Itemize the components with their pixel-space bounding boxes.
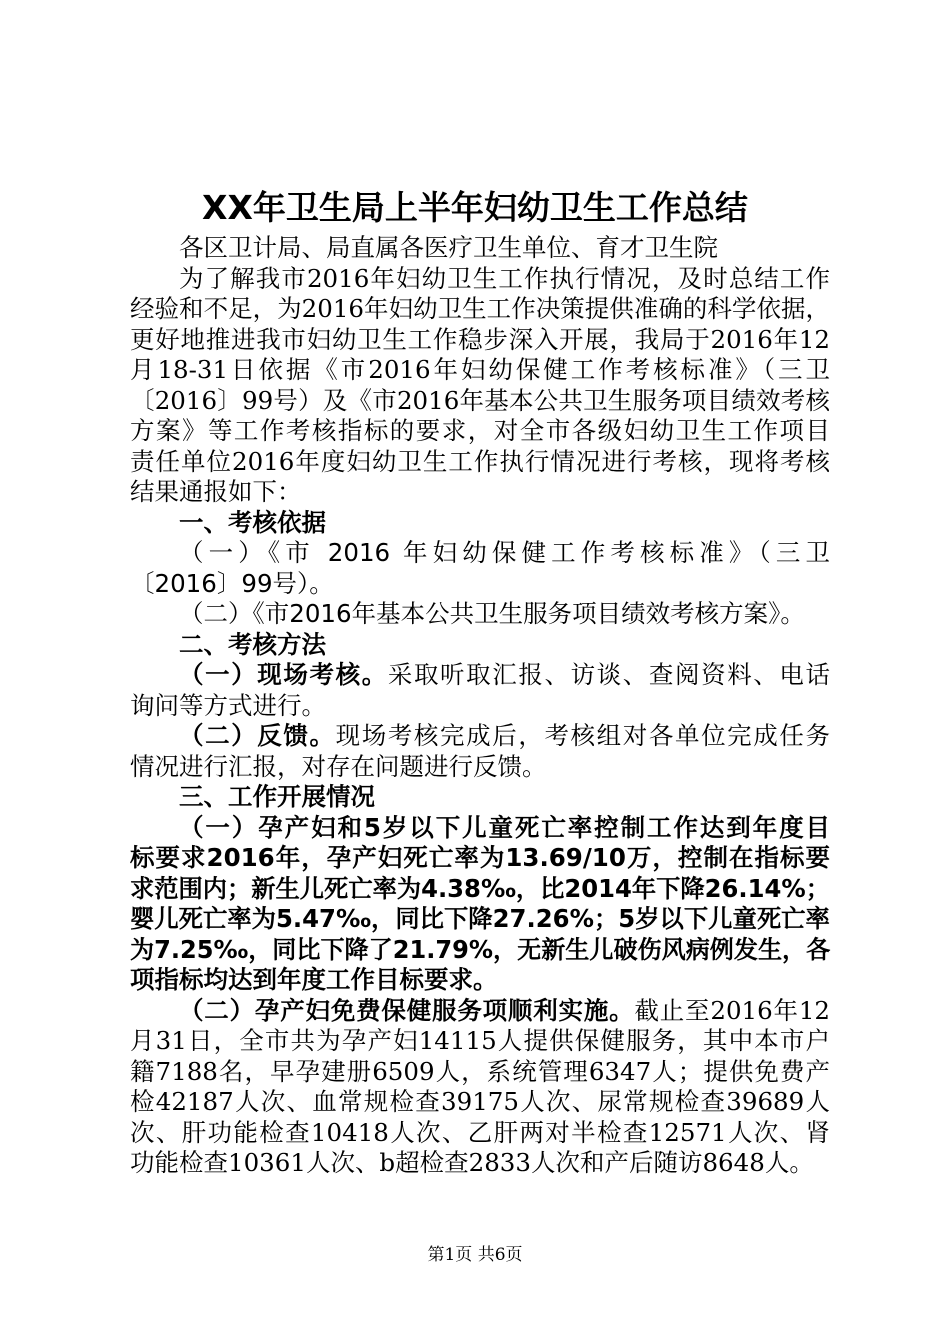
method-text: 现场考核完成后，考核组对各单位完成任务	[335, 721, 830, 750]
document-title: XX年卫生局上半年妇幼卫生工作总结	[202, 188, 748, 227]
bold-paragraph-line: 求范围内；新生儿死亡率为4.38‰，比2014年下降26.14%；	[130, 873, 830, 903]
paragraph-line: 月31日，全市共为孕产妇14115人提供保健服务，其中本市户	[130, 1026, 830, 1055]
paragraph-line: 功能检查10361人次、b超检查2833人次和产后随访8648人。	[130, 1148, 814, 1177]
bold-paragraph-line: （一）孕产妇和5岁以下儿童死亡率控制工作达到年度目	[179, 812, 830, 842]
bold-paragraph-line: 为7.25‰，同比下降了21.79%，无新生儿破伤风病例发生，各	[130, 934, 831, 964]
page-number-footer: 第1页 共6页	[427, 1245, 523, 1265]
paragraph-line: 责任单位2016年度妇幼卫生工作执行情况进行考核，现将考核	[130, 446, 830, 476]
subheading: （二）反馈。	[179, 721, 336, 750]
method-item-line: 情况进行汇报，对存在问题进行反馈。	[130, 751, 547, 781]
section-heading: 二、考核方法	[179, 629, 326, 659]
method-item-line: 询问等方式进行。	[130, 690, 326, 720]
paragraph-line: 〔2016〕99号）及《市2016年基本公共卫生服务项目绩效考核	[130, 385, 830, 415]
basis-item-line: 〔2016〕99号）。	[130, 568, 334, 598]
paragraph-line: 方案》等工作考核指标的要求，对全市各级妇幼卫生工作项目	[130, 416, 830, 445]
basis-item-line: （一）《市 2016 年妇幼保健工作考核标准》（三卫	[179, 538, 830, 567]
document-body	[130, 233, 830, 1179]
paragraph-line: 为了解我市2016年妇幼卫生工作执行情况，及时总结工作	[179, 263, 830, 293]
paragraph-line: 经验和不足，为2016年妇幼卫生工作决策提供准确的科学依据，	[130, 294, 830, 323]
bold-paragraph-line: 婴儿死亡率为5.47‰，同比下降27.26%；5岁以下儿童死亡率	[130, 904, 830, 933]
paragraph-line: 更好地推进我市妇幼卫生工作稳步深入开展，我局于2016年12	[130, 324, 830, 354]
paragraph-line: 检42187人次、血常规检查39175人次、尿常规检查39689人	[130, 1087, 830, 1116]
paragraph-text: 截止至2016年12	[634, 995, 830, 1025]
bold-paragraph-line: 标要求2016年，孕产妇死亡率为13.69/10万，控制在指标要	[130, 843, 830, 872]
section-heading: 三、工作开展情况	[179, 782, 375, 811]
bold-paragraph-line: 项指标均达到年度工作目标要求。	[130, 965, 498, 994]
paragraph-line	[130, 996, 830, 1027]
addressee-line: 各区卫计局、局直属各医疗卫生单位、育才卫生院	[179, 233, 718, 262]
method-text: 采取听取汇报、访谈、查阅资料、电话	[387, 660, 831, 689]
paragraph-line: 结果通报如下：	[130, 477, 302, 506]
basis-item-line: （二）《市2016年基本公共卫生服务项目绩效考核方案》。	[179, 599, 805, 628]
subheading: （二）孕产妇免费保健服务项顺利实施。	[179, 995, 635, 1025]
paragraph-line: 籍7188名，早孕建册6509人，系统管理6347人；提供免费产	[130, 1056, 830, 1086]
method-item-line	[130, 660, 830, 691]
paragraph-line: 次、肝功能检查10418人次、乙肝两对半检查12571人次、肾	[130, 1117, 830, 1147]
method-item-line	[130, 721, 830, 752]
section-heading: 一、考核依据	[179, 507, 326, 537]
paragraph-line: 月18-31日依据《市2016年妇幼保健工作考核标准》（三卫	[130, 355, 830, 384]
subheading: （一）现场考核。	[179, 660, 388, 689]
